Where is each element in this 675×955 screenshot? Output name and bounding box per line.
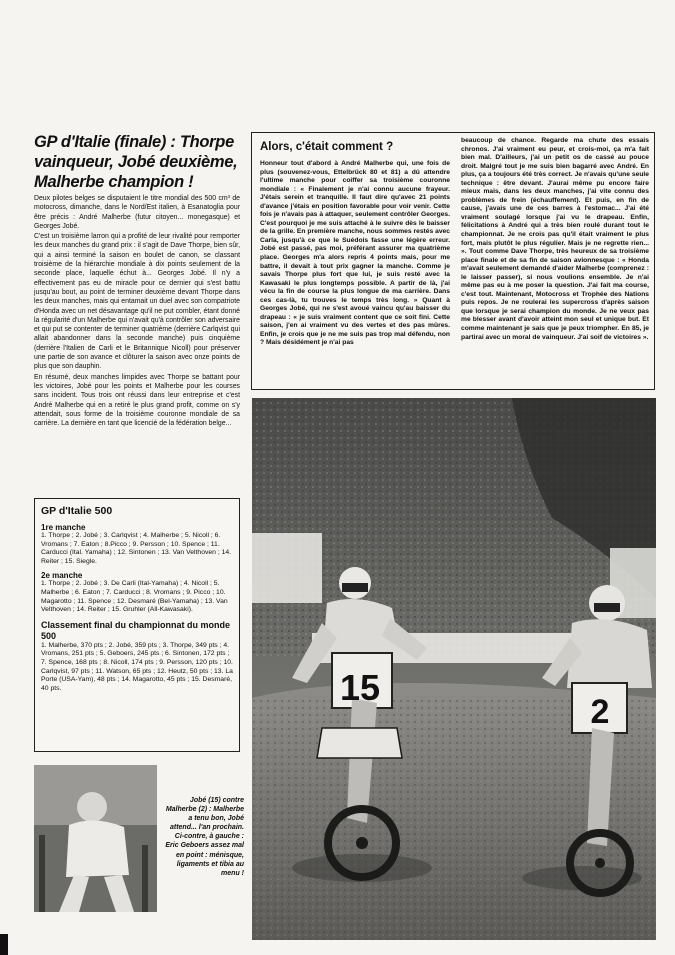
photo-caption: Jobé (15) contre Malherbe (2) : Malherbe a tenu bon, Jobé attend... l'an prochain. Ci-contre, à gauche : Eric Geboers assez mal en point : ménisque, ligaments et tibia au menu ! <box>165 797 244 877</box>
race-photo-illustration <box>252 398 656 940</box>
final-standings-title: Classement final du championnat du monde 500 <box>41 619 231 641</box>
race-number-15: 15 <box>339 667 381 708</box>
manche-2-title: 2e manche <box>41 571 83 581</box>
race-number-2: 2 <box>590 693 610 731</box>
interview-column-1: Honneur tout d'abord à André Malherbe qui, une fois de plus (souvenez-vous, Ettelbrück 80 et 81) a dû attendre l'ultime manche pour coiffer sa troisième couronne mondiale : « Finalement je n'ai connu aucune frayeur. J'étais serein et tranquille. Il faut dire qu'avec 21 points d'avance j'étais en position favorable pour voir venir. Cette fois je n'avais pas à attaquer, seulement contrôler Georges. C'est pourquoi je me suis attaché à le suivre dès le baisser de la grille. En première manche, nous sommes restés avec Carla, jusqu'à ce que le Suédois fasse une légère erreur. Jobé est passé, pas moi, préférant assurer ma quatrième place. Georges m'a alors repris 4 points mais, pour me battre, il devait à tout prix gagner la manche. Comme je savais Thorpe plus fort que lui, je suis resté avec la Kawasaki le plus longtemps possible. A partir de là, j'ai vécu la fin de course la plus longue de ma carrière. Dans ces cas-là, tu trouves le temps très long. » Quant à Georges Jobé, qui ne s'est avoué vaincu qu'au baisser du drapeau : « je suis vraiment content que ce soit fini. Cette saison, j'en ai vraiment vu des vertes et des pas mûres. Enfin, je crois que je ne me suis pas trop mal défendu, non ? Mais désidément je n'ai pas <box>260 160 450 347</box>
results-box <box>34 498 240 752</box>
final-standings: 1. Malherbe, 370 pts ; 2. Jobé, 359 pts ; 3. Thorpe, 349 pts ; 4. Vromans, 251 pts ; 5. Geboers, 245 pts ; 6. Sintonen, 172 pts ; 7. Spence, 168 pts ; 8. Nicoll, 174 pts ; 9. Persson, 120 pts ; 10. Carlqvist, 97 pts ; 11. Watson, 65 pts ; 12. Heutz, 50 pts ; 13. La Porte (USA-Yam), 48 pts ; 14. Magarotto, 45 pts ; 15. Desmaré, 40 pts. <box>41 641 233 692</box>
intro-paragraph-1: Deux pilotes belges se disputaient le titre mondial des 500 cm³ de motocross, dimanche, dans le Nord/Est italien, à Esanatoglia pour être précis : André Malherbe (futur citoyen... monegasque) et Georges Jobé. <box>34 195 240 230</box>
results-title: GP d'Italie 500 <box>41 505 113 517</box>
interview-box <box>251 132 655 390</box>
manche-1-results: 1. Thorpe ; 2. Jobé ; 3. Carlqvist ; 4. Malherbe ; 5. Nicoll ; 6. Vromans ; 7. Eaton ; 8.Picco ; 9. Persson ; 10. Spence ; 11. Carducci (Ital. Yamaha) ; 12. Sintonen ; 13. Van Velthoven ; 14. Reiter ; 15. Siegle. <box>41 532 232 565</box>
manche-2-results: 1. Thorpe ; 2. Jobé ; 3. De Carli (Ital-Yamaha) ; 4. Nicoll ; 5. Malherbe ; 6. Eaton ; 7. Carducci ; 8. Vromans ; 9. Picco ; 10. Magarotto ; 11. Spence ; 12. Desmaré (Bel-Yamaha) ; 13. Van Velthoven ; 14. Reiter ; 15. Gruhler (All-Kawasaki). <box>41 580 228 614</box>
page-edge-mark <box>0 934 8 955</box>
article-headline: GP d'Italie (finale) : Thorpe vainqueur, Jobé deuxième, Malherbe champion ! <box>34 133 238 191</box>
article-intro <box>34 194 240 429</box>
motocross-race-photo <box>252 398 656 940</box>
injury-photo-illustration <box>34 765 157 912</box>
intro-paragraph-2: C'est un troisième larron qui a profité de leur rivalité pour remporter les deux manches du grand prix : il s'agit de Dave Thorpe, bien sûr, qui a ainsi terminé la saison en boulet de canon, se classant troisième de la hiérarchie mondiale à dix points seulement de la seconde place, laquelle échut à... Georges Jobé. Il n'y a effectivement pas eu de miracle pour ce dernier qui s'est battu jusqu'au bout, au point de terminer deuxième devant Thorpe dans les deux manches, mais qui entamait un duel avec son compatriote d'Honda avec un net désavantage qu'il ne put combler, étant donné la régularité d'un Malherbe qui n'avait qu'à contrôler son adversaire et qui put se contenter de terminer quatrième (derrière Carlqvist qui allait abandonner dans la seconde manche) puis cinquième (derrière l'Italien de Carli et le Britannique Nicoll) pour préserver une partie de son avance et clôturer la saison avec onze points de plus que son dauphin. <box>34 233 240 371</box>
interview-title: Alors, c'était comment ? <box>260 141 394 153</box>
geboers-injury-photo <box>34 765 157 912</box>
manche-1-title: 1re manche <box>41 523 86 532</box>
intro-paragraph-3: En résumé, deux manches limpides avec Thorpe se battant pour les victoires, Jobé pour les points et Malherbe pour les courses sans incident. Tous trois ont réussi dans leur entreprise et c'est André Malherbe qui en a retiré le plus grand profit, comme on s'y attendait, sous forme de la troisième couronne mondiale de sa carrière. La dernière en tant que licencié de la fédération belge... <box>34 373 240 428</box>
interview-column-2: beaucoup de chance. Regarde ma chute des essais chronos. J'ai vraiment eu peur, et crois-moi, ça m'a fait bien mal. D'ailleurs, j'ai un petit os de cassé au pouce droit. Malgré tout je me suis bien bagarré avec André. En plus, ça a toujours été très correct. Je n'avais qu'une seule technique : être devant. J'aurai même pu encore faire mieux mais, dans les deux manches, j'ai vite connu des problèmes de frein (échauffement). Et puis, en fin de cause, j'avais une de ces barres à l'estomac... J'ai été vraiment soulagé lorsque j'ai vu le drapeau. Enfin, félicitations à André qui a très bien roulé durant tout le championnat. Je ne crois pas qu'il était vraiment le plus fort, mais plutôt le plus régulier. Mais je ne regrette rien... ». Tout comme Dave Thorpe, très heureux de sa troisième place finale et de sa fin de saison avionnesque : « Honda m'avait seulement demandé d'aider Malherbe (comprenez : le laisser passer), si nous voulions ensemble. Je n'ai même pas eu à me poser la question. J'ai fait ma course, c'est tout. Maintenant, Motocross et Trophée des Nations puis repos. Je ne roulerai les supercross d'après saison que lorsque je serai champion du monde. Je ne veux pas me blesser avant d'avoir atteint mon seul et unique but. Et comme maintenant je sais que je peux triompher. En 85, je partirai avec un moral de vainqueur. J'ai soif de victoires ». <box>461 137 649 341</box>
